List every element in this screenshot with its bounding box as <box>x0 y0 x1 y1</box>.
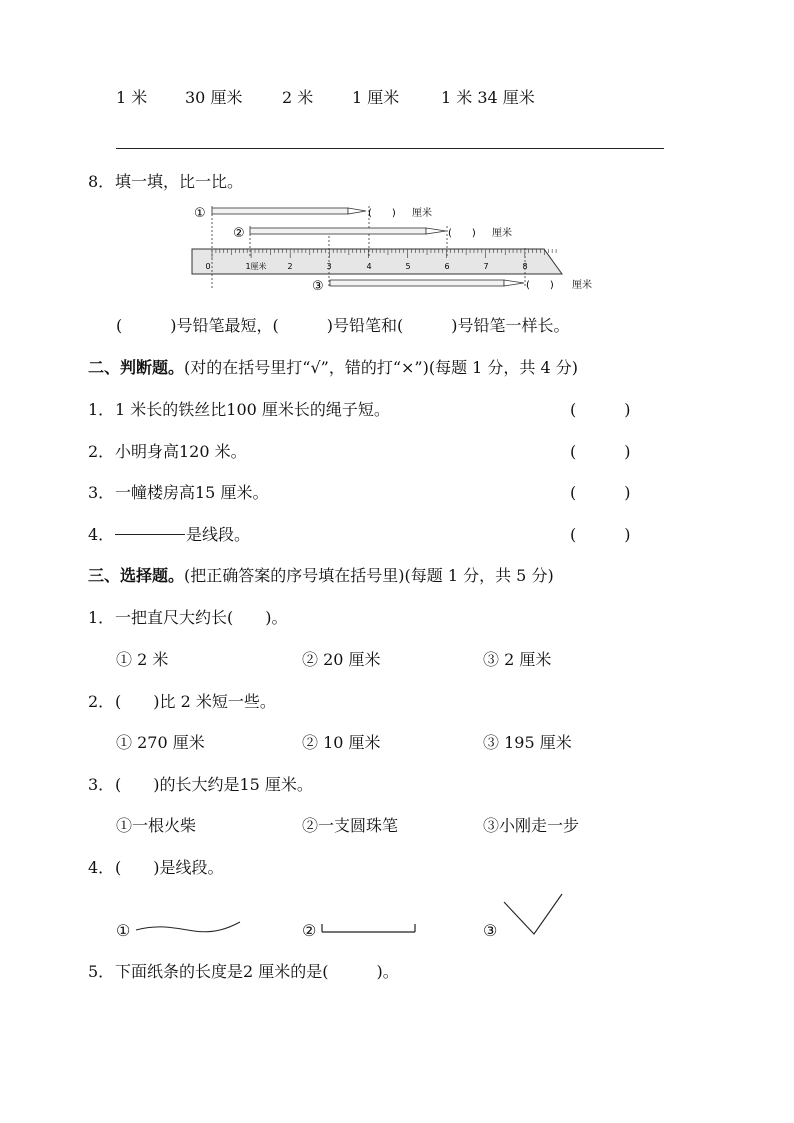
tf-item-text: 一幢楼房高15 厘米。 <box>115 483 269 502</box>
mc-number: 4． <box>88 858 115 877</box>
mc-number: 5． <box>88 962 115 981</box>
mc-question[interactable]: 一把直尺大约长( )。 <box>115 608 288 627</box>
pencil-2-blank[interactable]: ( ) <box>448 228 476 239</box>
tf-answer-blank[interactable]: ( ) <box>570 483 631 502</box>
ruler-tick-label: 4 <box>366 262 372 271</box>
q7-item: 30 厘米 <box>185 88 243 107</box>
section-3-instruction: (把正确答案的序号填在括号里)(每题 1 分，共 5 分) <box>184 566 554 585</box>
ruler-tick-label: 8 <box>522 262 528 271</box>
q8-title: 填一填，比一比。 <box>115 172 244 191</box>
mc-question[interactable]: 下面纸条的长度是2 厘米的是( )。 <box>115 962 399 981</box>
mc-question[interactable]: ( )是线段。 <box>115 858 224 877</box>
tf-item-number: 2． <box>88 442 115 461</box>
mc-option[interactable]: ③ 2 厘米 <box>483 650 552 669</box>
ruler-unit-label: 1厘米 <box>245 262 267 271</box>
section-3-header <box>88 566 554 586</box>
mc-option[interactable]: ② 10 厘米 <box>302 733 381 752</box>
pencil-3-unit: 厘米 <box>572 280 592 291</box>
curved-line-shape <box>134 918 244 938</box>
ruler <box>192 249 562 274</box>
mc-number: 3． <box>88 775 115 794</box>
line-segment-drawing <box>115 534 185 535</box>
pencil-2-unit: 厘米 <box>492 228 512 239</box>
pencil-3-blank[interactable]: ( ) <box>526 280 554 291</box>
tf-item-number: 4． <box>88 525 115 544</box>
mc-option[interactable]: ① 270 厘米 <box>116 733 205 752</box>
ruler-tick-label: 7 <box>483 262 489 271</box>
q8-answer-sentence[interactable]: ( )号铅笔最短，( )号铅笔和( )号铅笔一样长。 <box>116 316 570 335</box>
tf-answer-blank[interactable]: ( ) <box>570 442 631 461</box>
tf-answer-blank[interactable]: ( ) <box>570 400 631 419</box>
mc-option[interactable]: ③ 195 厘米 <box>483 733 572 752</box>
ruler-tick-label: 6 <box>444 262 450 271</box>
ruler-tick-label: 2 <box>287 262 293 271</box>
tf-answer-blank[interactable]: ( ) <box>570 525 631 544</box>
ruler-tick-label: 5 <box>405 262 411 271</box>
q8-number: 8． <box>88 172 115 191</box>
angle-shape <box>500 890 566 938</box>
mc-option[interactable]: ①一根火柴 <box>116 816 197 835</box>
mc-option[interactable]: ③ <box>483 921 498 940</box>
segment-with-ends-shape <box>320 918 420 938</box>
mc-option[interactable]: ② <box>302 921 317 940</box>
q7-item: 2 米 <box>282 88 314 107</box>
tf-item-text: 小明身高120 米。 <box>115 442 247 461</box>
tf-item-number: 3． <box>88 483 115 502</box>
mc-number: 2． <box>88 692 115 711</box>
tf-item-number: 1． <box>88 400 115 419</box>
ruler-figure <box>180 198 620 300</box>
section-2-header <box>88 358 578 378</box>
pencil-3 <box>312 278 592 294</box>
q7-item: 1 米 <box>116 88 148 107</box>
section-2-heading: 二、判断题。 <box>88 358 185 377</box>
ruler-tick-label: 3 <box>326 262 332 271</box>
tf-item-text: 1 米长的铁丝比100 厘米长的绳子短。 <box>115 400 390 419</box>
q7-item: 1 厘米 <box>352 88 400 107</box>
mc-option[interactable]: ② 20 厘米 <box>302 650 381 669</box>
tf-item-text: 是线段。 <box>186 525 251 544</box>
pencil-2 <box>233 226 512 241</box>
mc-question[interactable]: ( )比 2 米短一些。 <box>115 692 276 711</box>
pencil-1-unit: 厘米 <box>412 208 432 219</box>
pencil-1-label: ① <box>194 206 206 221</box>
q7-answer-line[interactable] <box>116 148 664 149</box>
mc-option[interactable]: ②一支圆珠笔 <box>302 816 399 835</box>
mc-number: 1． <box>88 608 115 627</box>
section-2-instruction: (对的在括号里打“√”，错的打“×”)(每题 1 分，共 4 分) <box>184 358 579 377</box>
pencil-1 <box>194 206 432 221</box>
mc-option[interactable]: ① <box>116 921 131 940</box>
ruler-tick-label: 0 <box>205 262 211 271</box>
pencil-1-blank[interactable]: ( ) <box>368 208 396 219</box>
section-3-heading: 三、选择题。 <box>88 566 185 585</box>
pencil-3-label: ③ <box>312 279 324 294</box>
mc-option[interactable]: ③小刚走一步 <box>483 816 580 835</box>
mc-option[interactable]: ① 2 米 <box>116 650 169 669</box>
mc-question[interactable]: ( )的长大约是15 厘米。 <box>115 775 313 794</box>
pencil-2-label: ② <box>233 226 245 241</box>
q7-item: 1 米 34 厘米 <box>441 88 535 107</box>
